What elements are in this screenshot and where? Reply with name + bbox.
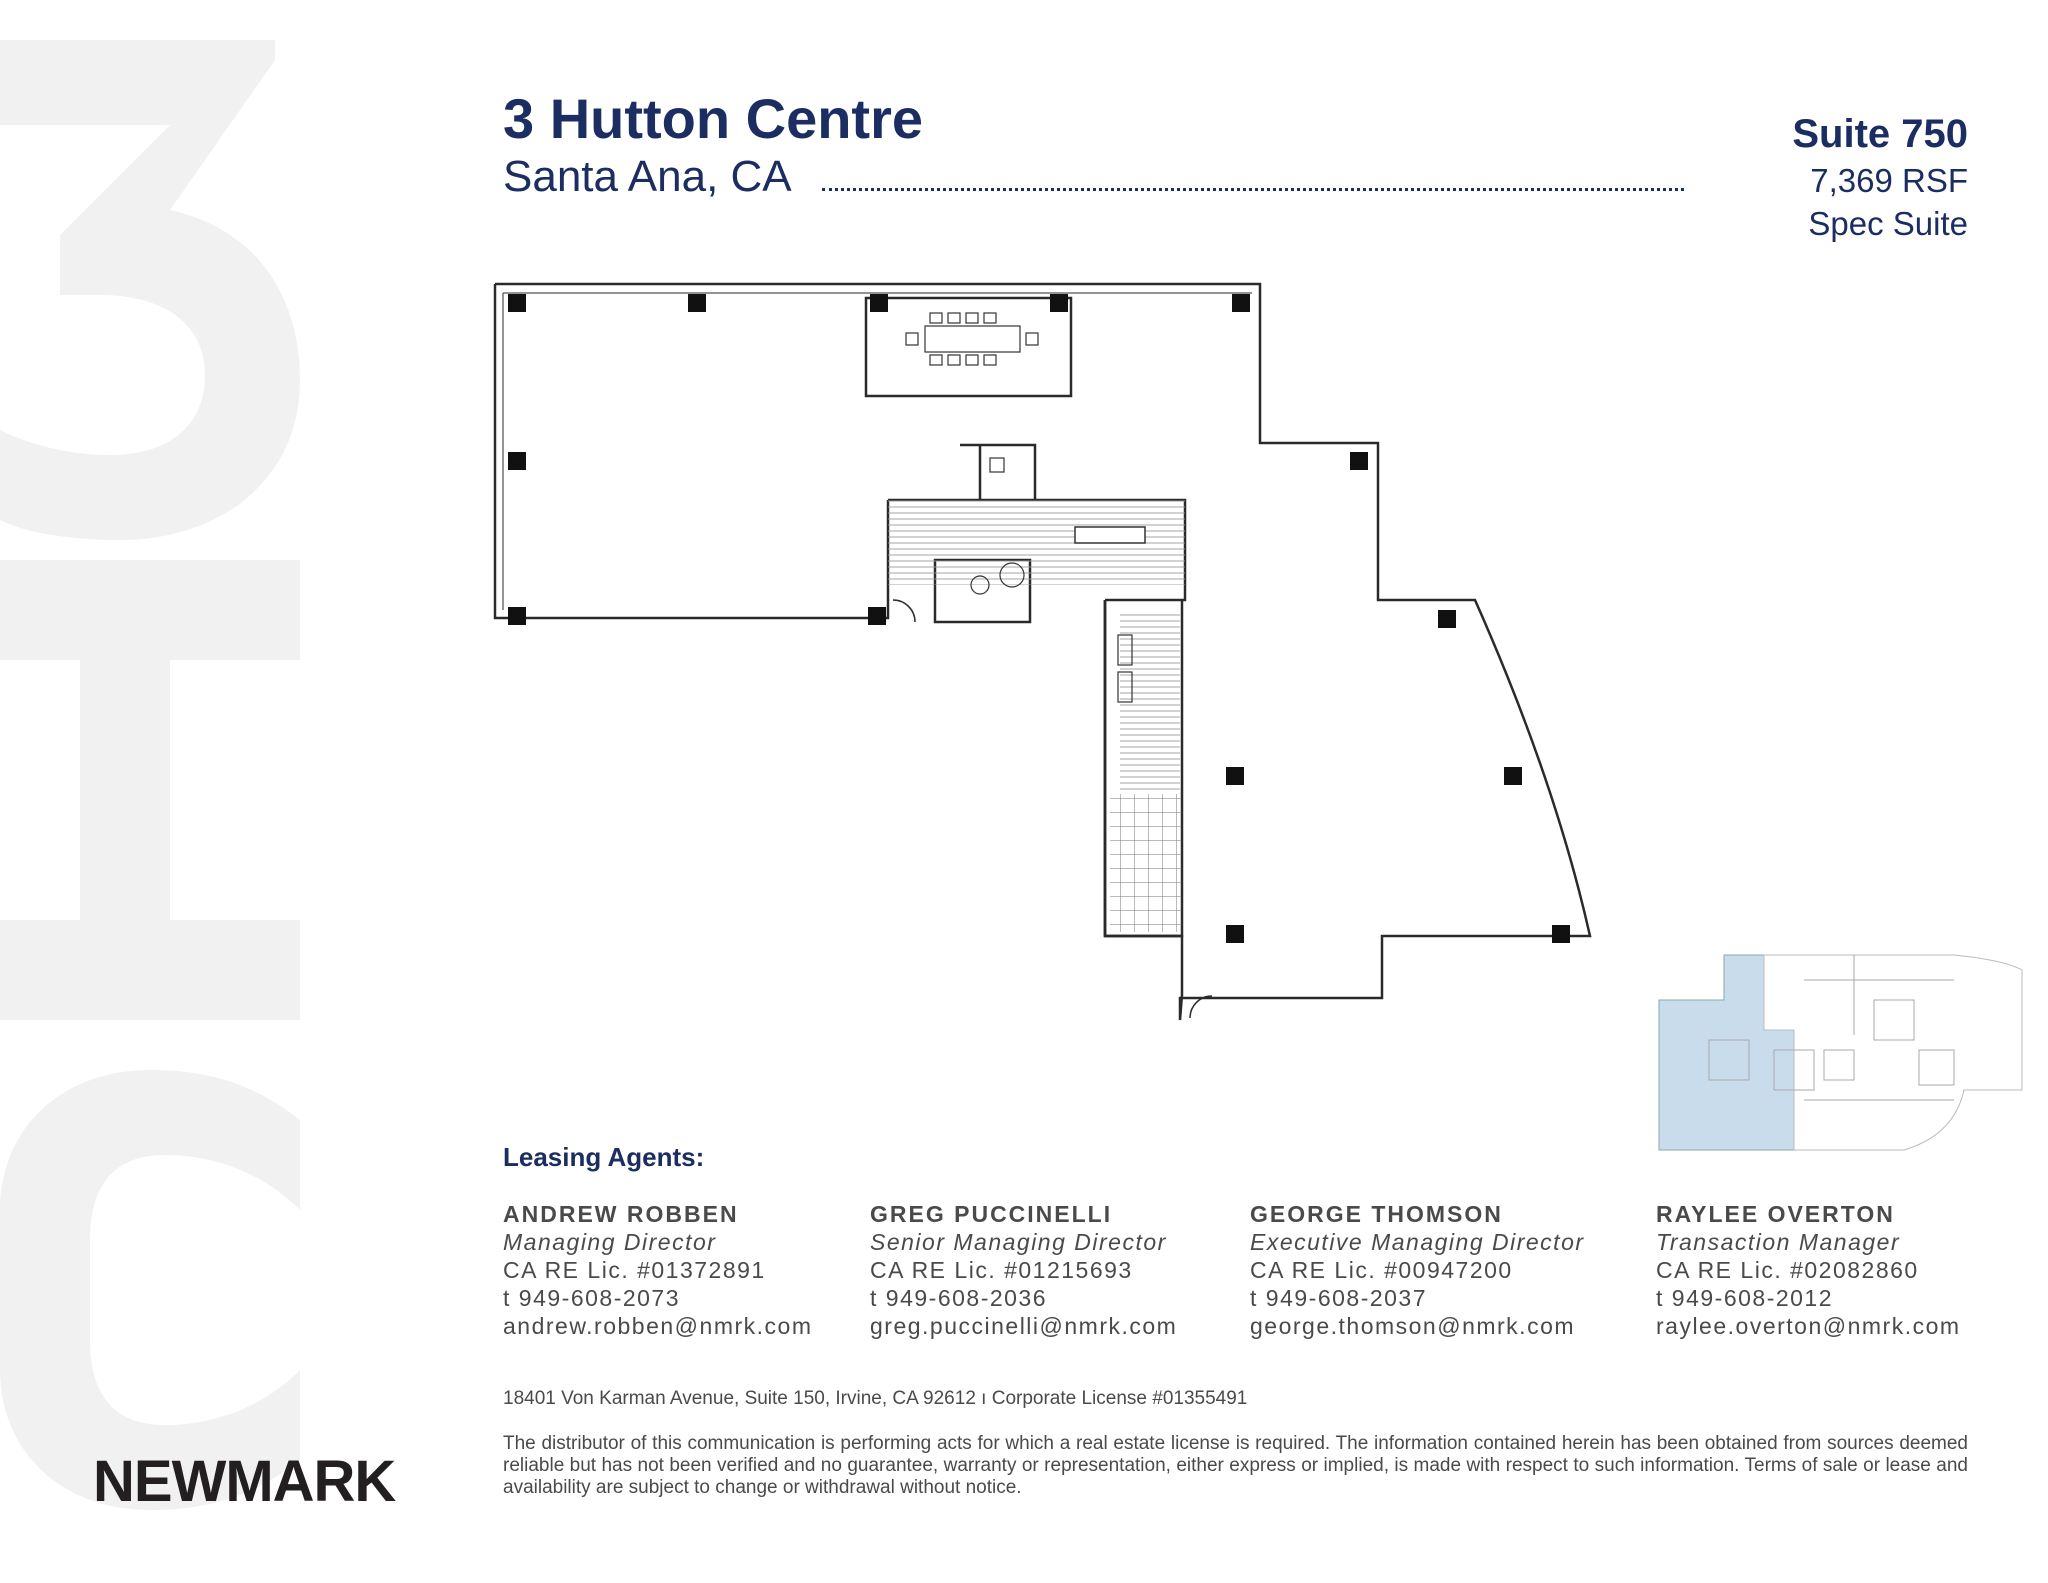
agent-card	[870, 1200, 1177, 1340]
agent-role: Managing Director	[503, 1229, 717, 1255]
agent-role: Transaction Manager	[1656, 1229, 1901, 1255]
agent-license: CA RE Lic. #00947200	[1250, 1257, 1513, 1283]
agent-name: GEORGE THOMSON	[1250, 1201, 1503, 1227]
agent-phone: t 949-608-2012	[1656, 1285, 1834, 1311]
office-address: 18401 Von Karman Avenue, Suite 150, Irvine, CA 92612 ı Corporate License #01355491	[503, 1388, 1248, 1409]
agent-phone: t 949-608-2036	[870, 1285, 1048, 1311]
watermark-3hc	[0, 40, 300, 1540]
suite-size: 7,369 RSF	[1810, 162, 1968, 199]
property-title: 3 Hutton Centre	[503, 87, 923, 150]
suite-type: Spec Suite	[1808, 205, 1968, 242]
agent-phone: t 949-608-2037	[1250, 1285, 1428, 1311]
agent-email[interactable]: andrew.robben@nmrk.com	[503, 1313, 813, 1339]
agent-name: RAYLEE OVERTON	[1656, 1201, 1895, 1227]
agent-name: ANDREW ROBBEN	[503, 1201, 739, 1227]
newmark-logo: NEWMARK	[93, 1449, 396, 1514]
agent-role: Senior Managing Director	[870, 1229, 1167, 1255]
key-plan	[1654, 940, 2024, 1160]
agent-phone: t 949-608-2073	[503, 1285, 681, 1311]
agent-email[interactable]: greg.puccinelli@nmrk.com	[870, 1313, 1178, 1339]
agent-card	[1250, 1200, 1585, 1340]
agent-license: CA RE Lic. #02082860	[1656, 1257, 1919, 1283]
agent-email[interactable]: george.thomson@nmrk.com	[1250, 1313, 1576, 1339]
agent-role: Executive Managing Director	[1250, 1229, 1585, 1255]
floor-plan	[490, 278, 1610, 1028]
agent-card	[1656, 1200, 1961, 1340]
suite-number: Suite 750	[1792, 112, 1968, 156]
agent-name: GREG PUCCINELLI	[870, 1201, 1113, 1227]
agent-license: CA RE Lic. #01372891	[503, 1257, 766, 1283]
leasing-agents-heading: Leasing Agents:	[503, 1142, 705, 1172]
property-location: Santa Ana, CA	[503, 152, 792, 201]
agent-license: CA RE Lic. #01215693	[870, 1257, 1133, 1283]
agent-email[interactable]: raylee.overton@nmrk.com	[1656, 1313, 1961, 1339]
agent-card	[503, 1200, 812, 1340]
dotted-leader	[822, 188, 1684, 191]
legal-disclaimer: The distributor of this communication is performing acts for which a real estate license is required. The information contained herein has been obtained from sources deemed reliable but has not been verified and no guarantee, warranty or representation, either express or implied, is made with respect to such information. Terms of sale or lease and availability are subject to change or withdrawal without notice.	[503, 1433, 1968, 1498]
